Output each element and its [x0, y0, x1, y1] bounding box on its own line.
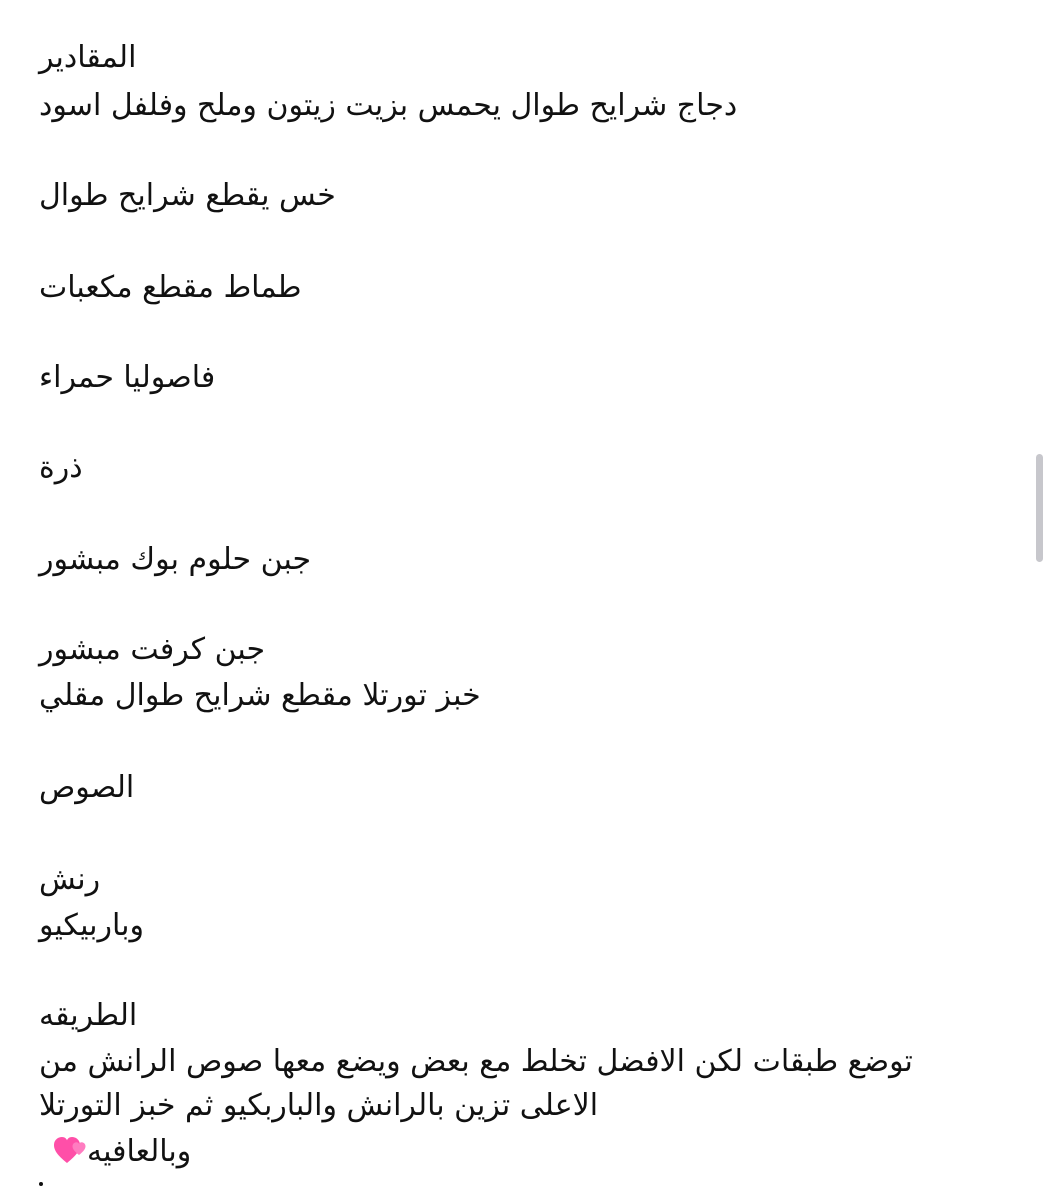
method-step-1: توضع طبقات لكن الافضل تخلط مع بعض ويضع معها صوص الرانش من: [39, 1044, 913, 1079]
sauce-heading: الصوص: [39, 770, 135, 805]
ingredient-halloumi-cheese: جبن حلوم بوك مبشور: [39, 542, 312, 577]
trailing-dot: [39, 1182, 43, 1186]
method-step-2: الاعلى تزين بالرانش والباربكيو ثم خبز التورتلا: [39, 1088, 599, 1123]
ingredient-tomato: طماط مقطع مكعبات: [39, 270, 302, 305]
closing-line: [39, 1130, 191, 1174]
ingredient-tortilla: خبز تورتلا مقطع شرايح طوال مقلي: [39, 678, 481, 713]
sauce-barbecue: وباربيكيو: [39, 908, 144, 943]
ingredients-heading: المقادير: [39, 40, 137, 75]
vertical-scrollbar[interactable]: [1036, 454, 1043, 562]
ingredient-kraft-cheese: جبن كرفت مبشور: [39, 632, 266, 667]
closing-text: وبالعافيه: [87, 1134, 192, 1169]
ingredient-chicken: دجاج شرايح طوال يحمس بزيت زيتون وملح وفلفل اسود: [39, 88, 738, 123]
two-hearts-icon: [53, 1130, 87, 1169]
ingredient-lettuce: خس يقطع شرايح طوال: [39, 178, 336, 213]
ingredient-red-beans: فاصوليا حمراء: [39, 360, 216, 395]
method-heading: الطريقه: [39, 998, 138, 1033]
sauce-ranch: رنش: [39, 862, 101, 897]
ingredient-corn: ذرة: [39, 450, 83, 485]
